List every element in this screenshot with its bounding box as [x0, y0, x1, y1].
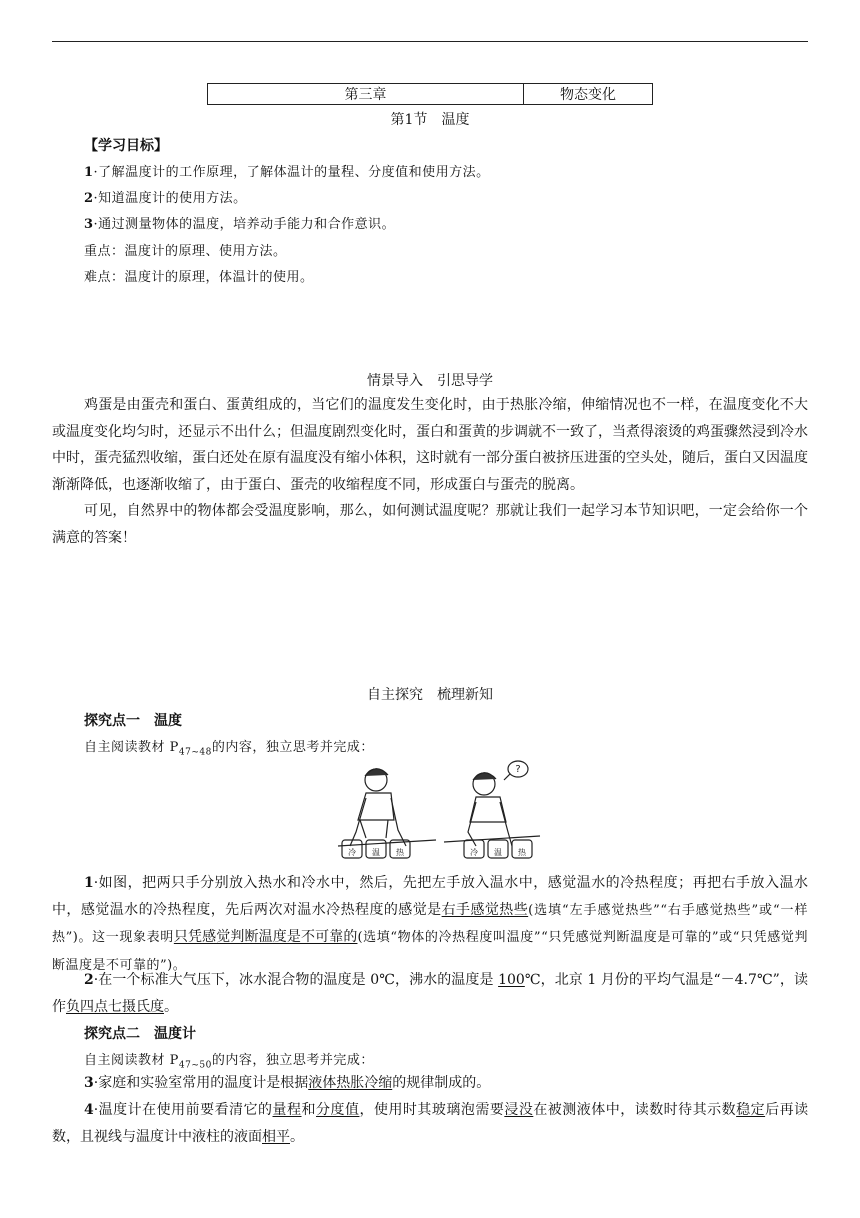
answer-4a: 量程 [272, 1102, 302, 1118]
answer-1a: 右手感觉热些 [441, 901, 529, 918]
basin-label-warm-right: 温 [494, 848, 502, 857]
answer-2b: 负四点七摄氏度 [66, 998, 164, 1015]
section-title: 第1节 温度 [390, 112, 470, 128]
header-rule [52, 41, 808, 42]
basin-label-warm-left: 温 [372, 848, 380, 857]
answer-4d: 稳定 [736, 1102, 766, 1118]
answer-3: 液体热胀冷缩 [308, 1075, 393, 1091]
chapter-name: 物态变化 [560, 87, 616, 103]
basin-label-hot-left: 热 [396, 848, 404, 857]
chapter-header-table [207, 83, 653, 105]
key-point: 重点：温度计的原理、使用方法。 [84, 244, 287, 259]
explore-point-1-title: 探究点一 温度 [84, 713, 182, 729]
answer-1b: 只凭感觉判断温度是不可靠的 [173, 929, 358, 945]
explore-heading: 自主探究 梳理新知 [367, 687, 493, 703]
objective-item-3: 3·通过测量物体的温度，培养动手能力和合作意识。 [84, 217, 396, 232]
question-3: 3·家庭和实验室常用的温度计是根据液体热胀冷缩的规律制成的。 [84, 1075, 491, 1091]
intro-text [52, 392, 808, 551]
intro-paragraph-2: 可见，自然界中的物体都会受温度影响，那么，如何测试温度呢？那就让我们一起学习本节知识吧，一定会给你一个满意的答案！ [52, 503, 808, 546]
answer-4c: 浸没 [504, 1102, 534, 1118]
objectives-heading: 【学习目标】 [84, 138, 168, 154]
question-2: 2·在一个标准大气压下，冰水混合物的温度是 0℃，沸水的温度是 100℃，北京 1 月份的平均气温是“－4.7℃”，读作负四点七摄氏度。 [52, 972, 808, 1015]
answer-2a: 100 [498, 972, 525, 988]
basin-label-hot-right: 热 [518, 848, 526, 857]
question-1: 1·如图，把两只手分别放入热水和冷水中，然后，先把左手放入温水中，感觉温水的冷热程度；再把右手放入温水中，感觉温水的冷热程度，先后两次对温水冷热程度的感觉是右手感觉热些(选填“左手感觉热些”“右手感觉热些”或“一样热”)。这一现象表明只凭感觉判断温度是不可靠的(选填“物体的冷热程度叫温度”“只凭感觉判断温度是可靠的”或“只凭感觉判断温度是不可靠的”)。 [52, 875, 809, 973]
chapter-number: 第三章 [208, 84, 524, 104]
question-mark: ? [515, 764, 521, 775]
explore-point-1-instruction: 自主阅读教材 $P_{47\sim 48}$的内容，独立思考并完成： [84, 740, 374, 758]
basin-label-cold-left: 冷 [348, 848, 356, 857]
answer-4b: 分度值 [316, 1102, 360, 1118]
objective-item-1: 1·了解温度计的工作原理，了解体温计的量程、分度值和使用方法。 [84, 165, 490, 180]
intro-paragraph-1: 鸡蛋是由蛋壳和蛋白、蛋黄组成的，当它们的温度发生变化时，由于热胀冷缩，伸缩情况也不一样，在温度变化不大或温度变化均匀时，还显示不出什么；但温度剧烈变化时，蛋白和蛋黄的步调就不一致了，当煮得滚烫的鸡蛋骤然浸到冷水中时，蛋壳猛烈收缩，蛋白还处在原有温度没有缩小体积，这时就有一部分蛋白被挤压进蛋的空头处，随后，蛋白又因温度渐渐降低，也逐渐收缩了，由于蛋白、蛋壳的收缩程度不同，形成蛋白与蛋壳的脱离。 [52, 397, 808, 493]
basin-label-cold-right: 冷 [470, 848, 478, 857]
answer-4e: 相平 [262, 1128, 290, 1145]
explore-point-2-instruction: 自主阅读教材 $P_{47\sim 50}$的内容，独立思考并完成： [84, 1053, 374, 1071]
difficult-point: 难点：温度计的原理，体温计的使用。 [84, 270, 314, 285]
question-4: 4·温度计在使用前要看清它的量程和分度值，使用时其玻璃泡需要浸没在被测液体中，读数时待其示数稳定后再读数，且视线与温度计中液柱的液面相平。 [52, 1102, 809, 1145]
objective-item-2: 2·知道温度计的使用方法。 [84, 191, 247, 206]
intro-heading: 情景导入 引思导学 [367, 373, 493, 389]
explore-point-2-title: 探究点二 温度计 [84, 1026, 196, 1042]
hands-in-water-illustration [336, 760, 541, 862]
